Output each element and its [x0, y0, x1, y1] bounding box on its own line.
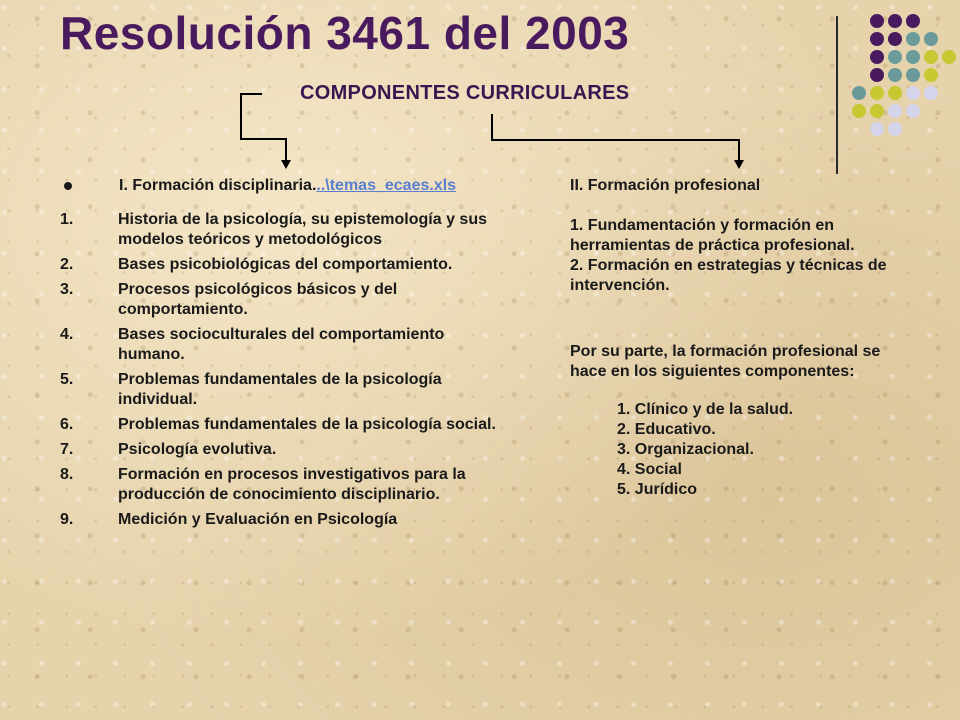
decorative-dot — [870, 122, 884, 136]
decorative-dot — [870, 86, 884, 100]
decorative-dot — [888, 122, 902, 136]
right-column — [570, 176, 920, 500]
decorative-dot — [906, 104, 920, 118]
decorative-dot — [870, 14, 884, 28]
connector-right-horizontal — [491, 139, 739, 141]
decorative-dot — [906, 14, 920, 28]
decorative-dot — [924, 86, 938, 100]
decorative-dot — [888, 68, 902, 82]
list-item: 7. Psicología evolutiva. — [60, 441, 277, 458]
list-item: 2. Bases psicobiológicas del comportamiento. — [60, 256, 453, 273]
list-item: 1. Historia de la psicología, su epistemología y sus modelos teóricos y metodológicos — [60, 211, 487, 248]
decorative-dot — [888, 86, 902, 100]
temas-ecaes-link[interactable]: ..\temas_ecaes.xls — [316, 177, 457, 194]
decorative-dot — [906, 68, 920, 82]
right-paragraph-1: 1. Fundamentación y formación en herramientas de práctica profesional. — [570, 217, 855, 254]
decorative-dot — [906, 86, 920, 100]
list-item: 4. Bases socioculturales del comportamiento humano. — [60, 326, 445, 363]
right-heading: II. Formación profesional — [570, 177, 761, 194]
decorative-dot — [888, 32, 902, 46]
list-item: 5. Problemas fundamentales de la psicología individual. — [60, 371, 442, 408]
decorative-dot — [870, 50, 884, 64]
connector-right-top — [491, 114, 493, 140]
list-item: 8. Formación en procesos investigativos para la producción de conocimiento disciplinario. — [60, 466, 466, 503]
left-heading-row — [60, 176, 515, 196]
right-paragraph-2: 2. Formación en estrategias y técnicas de intervención. — [570, 257, 887, 294]
list-item: 3. Organizacional. — [617, 441, 754, 458]
decorative-dot — [924, 32, 938, 46]
decorative-divider — [836, 16, 838, 174]
list-item: 5. Jurídico — [617, 481, 698, 498]
left-item-list — [60, 210, 515, 530]
decorative-dot — [852, 104, 866, 118]
left-heading: I. Formación disciplinaria. — [119, 177, 317, 194]
decorative-dot — [924, 68, 938, 82]
right-paragraph-3: Por su parte, la formación profesional se hace en los siguientes componentes: — [570, 343, 881, 380]
list-item: 4. Social — [617, 461, 682, 478]
decorative-dot — [888, 104, 902, 118]
left-column — [60, 176, 515, 535]
connector-right-down — [738, 139, 740, 162]
connector-left-top — [240, 93, 242, 139]
decorative-dot — [906, 32, 920, 46]
decorative-dot — [870, 104, 884, 118]
decorative-dot — [942, 50, 956, 64]
arrow-down-left-icon — [281, 160, 291, 169]
list-item: 1. Clínico y de la salud. — [617, 401, 794, 418]
decorative-dot — [888, 50, 902, 64]
bullet-icon — [64, 182, 72, 190]
connector-left-down — [285, 138, 287, 162]
list-item: 2. Educativo. — [617, 421, 716, 438]
component-list — [617, 400, 920, 500]
decorative-dot-grid — [852, 14, 960, 154]
decorative-dot — [888, 14, 902, 28]
list-item: 6. Problemas fundamentales de la psicología social. — [60, 416, 496, 433]
decorative-dot — [906, 50, 920, 64]
list-item: 3. Procesos psicológicos básicos y del comportamiento. — [60, 281, 398, 318]
decorative-dot — [924, 50, 938, 64]
connector-left-stub — [240, 93, 262, 95]
list-item: 9. Medición y Evaluación en Psicología — [60, 511, 398, 528]
arrow-down-right-icon — [734, 160, 744, 169]
decorative-dot — [870, 68, 884, 82]
page-subtitle: COMPONENTES CURRICULARES — [300, 82, 630, 104]
decorative-dot — [852, 86, 866, 100]
page-title: Resolución 3461 del 2003 — [60, 7, 630, 59]
connector-left-horizontal — [240, 138, 286, 140]
decorative-dot — [870, 32, 884, 46]
